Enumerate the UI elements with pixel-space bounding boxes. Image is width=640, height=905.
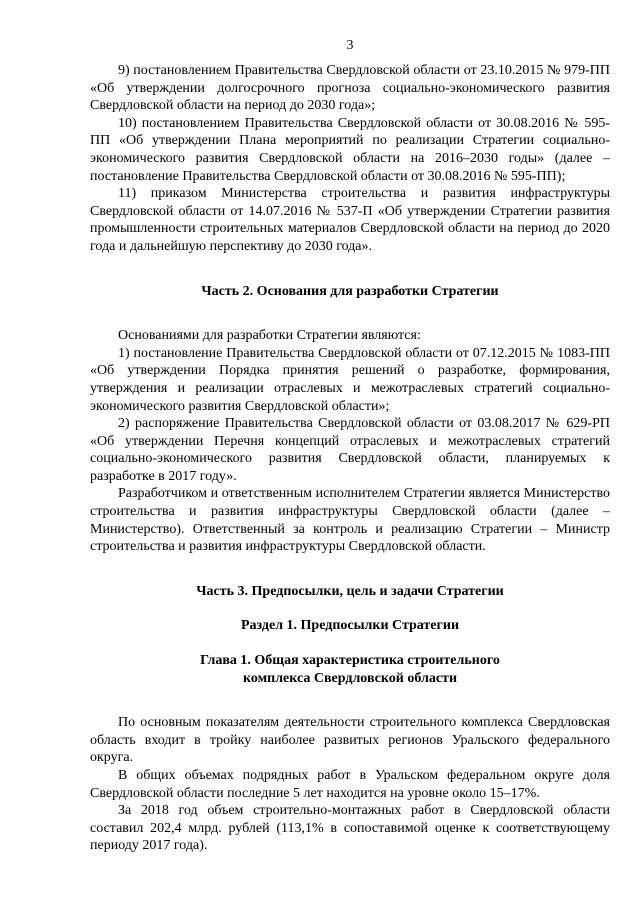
chapter1-paragraph-2: В общих объемах подрядных работ в Уральском федеральном округе доля Свердловской области последние 5 лет находится на уровне около 15–17%. — [90, 768, 610, 801]
part2-closing: Разработчиком и ответственным исполнителем Стратегии является Министерство строительства и развития инфраструктуры Свердловской области (далее – Министерство). Ответственный за контроль и реализацию Стратегии – Министр строительства и развития инфраструктуры Свердловской области. — [90, 486, 610, 555]
part2-lead: Основаниями для разработки Стратегии являются: — [118, 328, 421, 344]
spacer — [90, 300, 610, 327]
chapter1-heading-line2: комплекса Свердловской области — [242, 670, 458, 686]
chapter1-heading-line1: Глава 1. Общая характеристика строительного — [200, 653, 500, 669]
part2-item-1: 1) постановление Правительства Свердловской области от 07.12.2015 № 1083-ПП «Об утверждении Порядка принятия решений о разработке, формирования, утверждения и реализации отраслевых и межотраслевых стратегий социально-экономического развития Свердловской области»; — [90, 345, 610, 414]
part2-item-2: 2) распоряжение Правительства Свердловской области от 03.08.2017 № 629-РП «Об утверждении Перечня концепций отраслевых и межотраслевых стратегий социально-экономического развития Свердловской области, планируемых к разработке в 2017 году». — [90, 416, 610, 484]
chapter1-paragraph-1: По основным показателям деятельности строительного комплекса Свердловская область входит в тройку наиболее развитых регионов Уральского федерального округа. — [90, 715, 610, 766]
chapter1-paragraph-3: За 2018 год объем строительно-монтажных работ в Свердловской области составил 202,4 млрд. рублей (113,1% в сопоставимой оценке к соответствующему периоду 2017 года). — [90, 803, 610, 854]
intro-item-9: 9) постановлением Правительства Свердловской области от 23.10.2015 № 979-ПП «Об утверждении долгосрочного прогноза социально-экономического развития Свердловской области на период до 2030 года»; — [90, 63, 610, 114]
spacer — [90, 635, 610, 652]
spacer — [90, 556, 610, 583]
intro-item-10: 10) постановлением Правительства Свердловской области от 30.08.2016 № 595-ПП «Об утверждении Плана мероприятий по реализации Стратегии социально-экономического развития Свердловской области на 2016–2030 годы» (далее – постановление Правительства Свердловской области от 30.08.2016 № 595-ПП); — [90, 115, 610, 184]
spacer — [90, 600, 610, 617]
part2-heading: Часть 2. Основания для разработки Стратегии — [201, 283, 499, 299]
part3-heading: Часть 3. Предпосылки, цель и задачи Стратегии — [196, 583, 504, 599]
spacer — [90, 256, 610, 283]
page-number: 3 — [346, 38, 354, 53]
spacer — [90, 687, 610, 714]
intro-item-11: 11) приказом Министерства строительства и развития инфраструктуры Свердловской области от 14.07.2016 № 537-П «Об утверждении Стратегии развития промышленности строительных материалов Свердловской области на период до 2020 года и дальнейшую перспективу до 2030 года». — [90, 186, 610, 254]
section1-heading: Раздел 1. Предпосылки Стратегии — [240, 618, 460, 634]
